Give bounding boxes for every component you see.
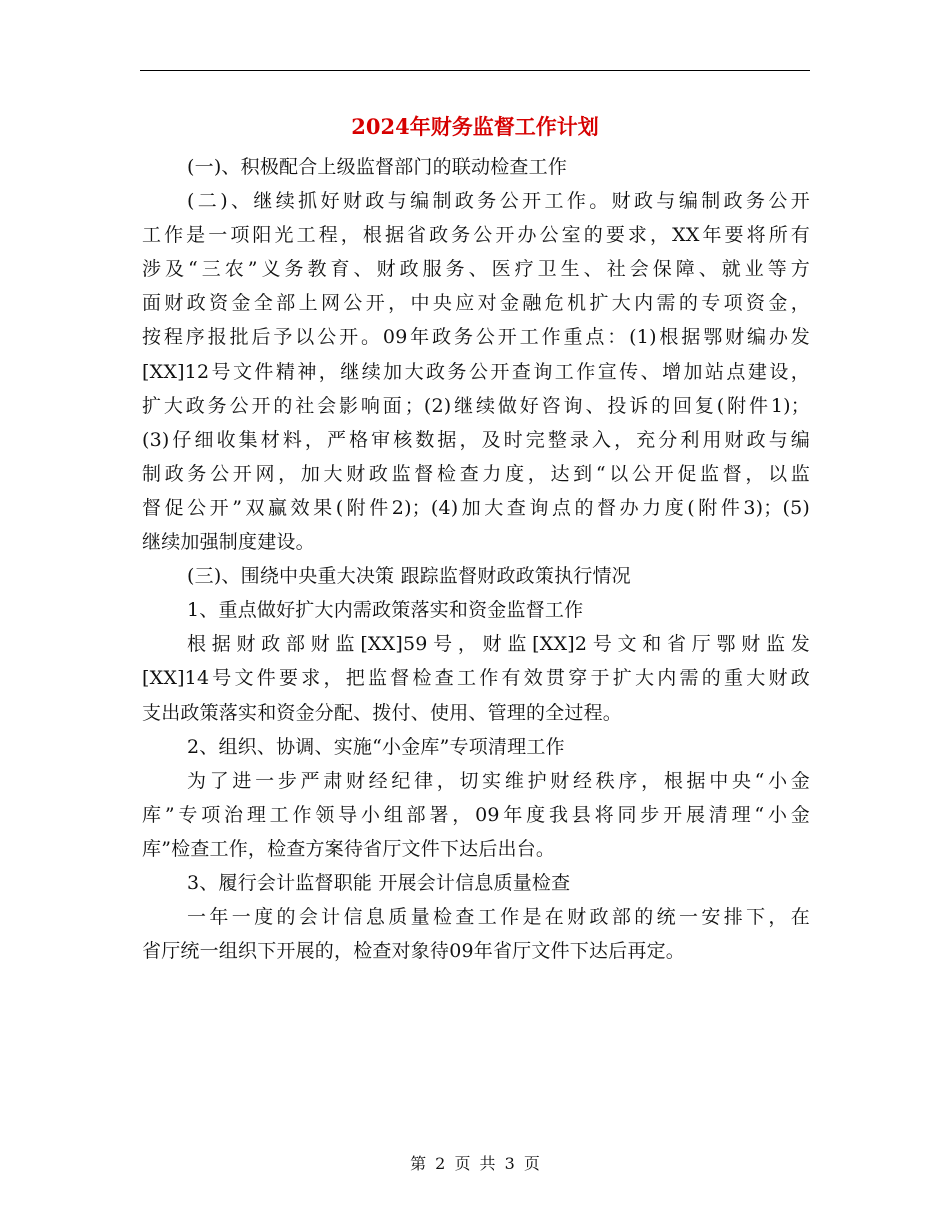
paragraph-line: 按程序报批后予以公开。09年政务公开工作重点：(1)根据鄂财编办发 <box>142 326 810 349</box>
header-rule <box>140 70 810 71</box>
document-title: 2024年财务监督工作计划 <box>351 114 599 139</box>
paragraph-line: 制政务公开网，加大财政监督检查力度，达到“以公开促监督，以监 <box>142 462 810 485</box>
paragraph-line: 库”检查工作，检查方案待省厅文件下达后出台。 <box>142 837 556 860</box>
document-body <box>142 150 810 968</box>
paragraph-line: (3)仔细收集材料，严格审核数据，及时完整录入，充分利用财政与编 <box>142 428 810 451</box>
paragraph-line: (一)、积极配合上级监督部门的联动检查工作 <box>187 156 568 178</box>
paragraph-line: (二)、继续抓好财政与编制政务公开工作。财政与编制政务公开 <box>187 190 810 213</box>
paragraph-line: 3、履行会计监督职能 开展会计信息质量检查 <box>187 871 571 894</box>
paragraph-line: [XX]14号文件要求，把监督检查工作有效贯穿于扩大内需的重大财政 <box>142 667 810 690</box>
paragraph-line: 涉及“三农”义务教育、财政服务、医疗卫生、社会保障、就业等方 <box>142 258 810 281</box>
paragraph-line: 2、组织、协调、实施“小金库”专项清理工作 <box>187 735 565 758</box>
paragraph-line: 一年一度的会计信息质量检查工作是在财政部的统一安排下，在 <box>187 906 810 929</box>
paragraph-line: 省厅统一组织下开展的，检查对象待09年省厅文件下达后再定。 <box>142 940 685 963</box>
paragraph-line: 为了进一步严肃财经纪律，切实维护财经秩序，根据中央“小金 <box>187 769 810 792</box>
paragraph-line: (三)、围绕中央重大决策 跟踪监督财政政策执行情况 <box>187 565 631 588</box>
paragraph-line: 工作是一项阳光工程，根据省政务公开办公室的要求，XX年要将所有 <box>142 224 810 247</box>
paragraph-line: 1、重点做好扩大内需政策落实和资金监督工作 <box>187 599 584 622</box>
page-number: 第 2 页 共 3 页 <box>410 1154 540 1173</box>
paragraph-line: 督促公开”双赢效果(附件2)；(4)加大查询点的督办力度(附件3)；(5) <box>142 496 810 519</box>
paragraph-line: 面财政资金全部上网公开，中央应对金融危机扩大内需的专项资金， <box>142 292 810 315</box>
paragraph-line: 继续加强制度建设。 <box>142 531 315 554</box>
paragraph-line: 扩大政务公开的社会影响面；(2)继续做好咨询、投诉的回复(附件1)； <box>142 394 810 417</box>
paragraph-line: 库”专项治理工作领导小组部署，09年度我县将同步开展清理“小金 <box>142 803 810 826</box>
paragraph-line: 支出政策落实和资金分配、拨付、使用、管理的全过程。 <box>142 701 623 724</box>
paragraph-line: 根据财政部财监[XX]59号，财监[XX]2号文和省厅鄂财监发 <box>187 633 810 656</box>
paragraph-line: [XX]12号文件精神，继续加大政务公开查询工作宣传、增加站点建设， <box>142 360 810 383</box>
